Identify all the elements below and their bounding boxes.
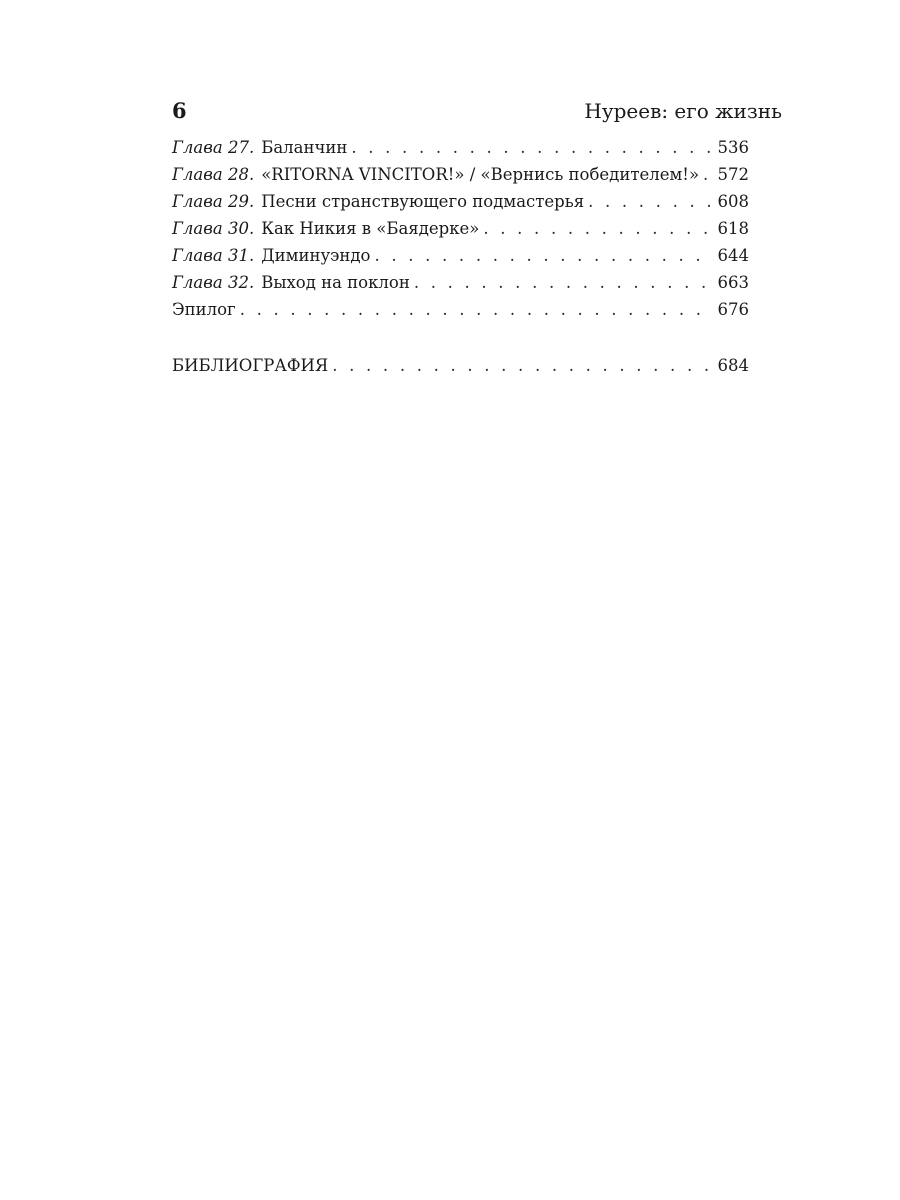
chapter-title: Песни странствующего подмастерья — [261, 192, 585, 211]
dot-leader — [414, 269, 714, 296]
dot-leader — [483, 215, 713, 242]
page-ref: 663 — [717, 273, 749, 292]
page-header — [172, 96, 782, 126]
table-of-contents — [172, 134, 749, 379]
dot-leader — [703, 161, 713, 188]
chapter-title: Диминуэндо — [261, 246, 371, 265]
chapter-label: Глава 28. — [172, 165, 255, 184]
chapter-label: Глава 27. — [172, 138, 255, 157]
page-ref: 644 — [717, 246, 749, 265]
page-ref: 572 — [717, 165, 749, 184]
chapter-title: Выход на поклон — [261, 273, 410, 292]
dot-leader — [240, 296, 714, 323]
toc-entry-chapter-31[interactable] — [172, 242, 749, 269]
chapter-label: Глава 29. — [172, 192, 255, 211]
dot-leader — [588, 188, 713, 215]
dot-leader — [332, 352, 713, 379]
chapter-title: Баланчин — [261, 138, 348, 157]
page-ref: 676 — [717, 300, 749, 319]
chapter-title: «RITORNA VINCITOR!» / «Вернись победителем!» — [261, 165, 700, 184]
chapter-label: Глава 32. — [172, 273, 255, 292]
page-ref: 608 — [717, 192, 749, 211]
chapter-title: Как Никия в «Баядерке» — [261, 219, 480, 238]
epilogue-title: Эпилог — [172, 300, 236, 319]
page-ref: 536 — [717, 138, 749, 157]
page-ref: 684 — [717, 356, 749, 375]
toc-entry-chapter-28[interactable] — [172, 161, 749, 188]
toc-entry-epilogue[interactable] — [172, 296, 749, 323]
toc-entry-bibliography[interactable] — [172, 352, 749, 379]
toc-entry-chapter-30[interactable] — [172, 215, 749, 242]
toc-entry-chapter-29[interactable] — [172, 188, 749, 215]
toc-entry-chapter-27[interactable] — [172, 134, 749, 161]
chapter-label: Глава 31. — [172, 246, 255, 265]
dot-leader — [351, 134, 713, 161]
chapter-label: Глава 30. — [172, 219, 255, 238]
running-title: Нуреев: его жизнь — [584, 99, 782, 123]
dot-leader — [374, 242, 713, 269]
page-ref: 618 — [717, 219, 749, 238]
page-number: 6 — [172, 98, 187, 123]
toc-entry-chapter-32[interactable] — [172, 269, 749, 296]
bibliography-title: БИБЛИОГРАФИЯ — [172, 356, 329, 375]
